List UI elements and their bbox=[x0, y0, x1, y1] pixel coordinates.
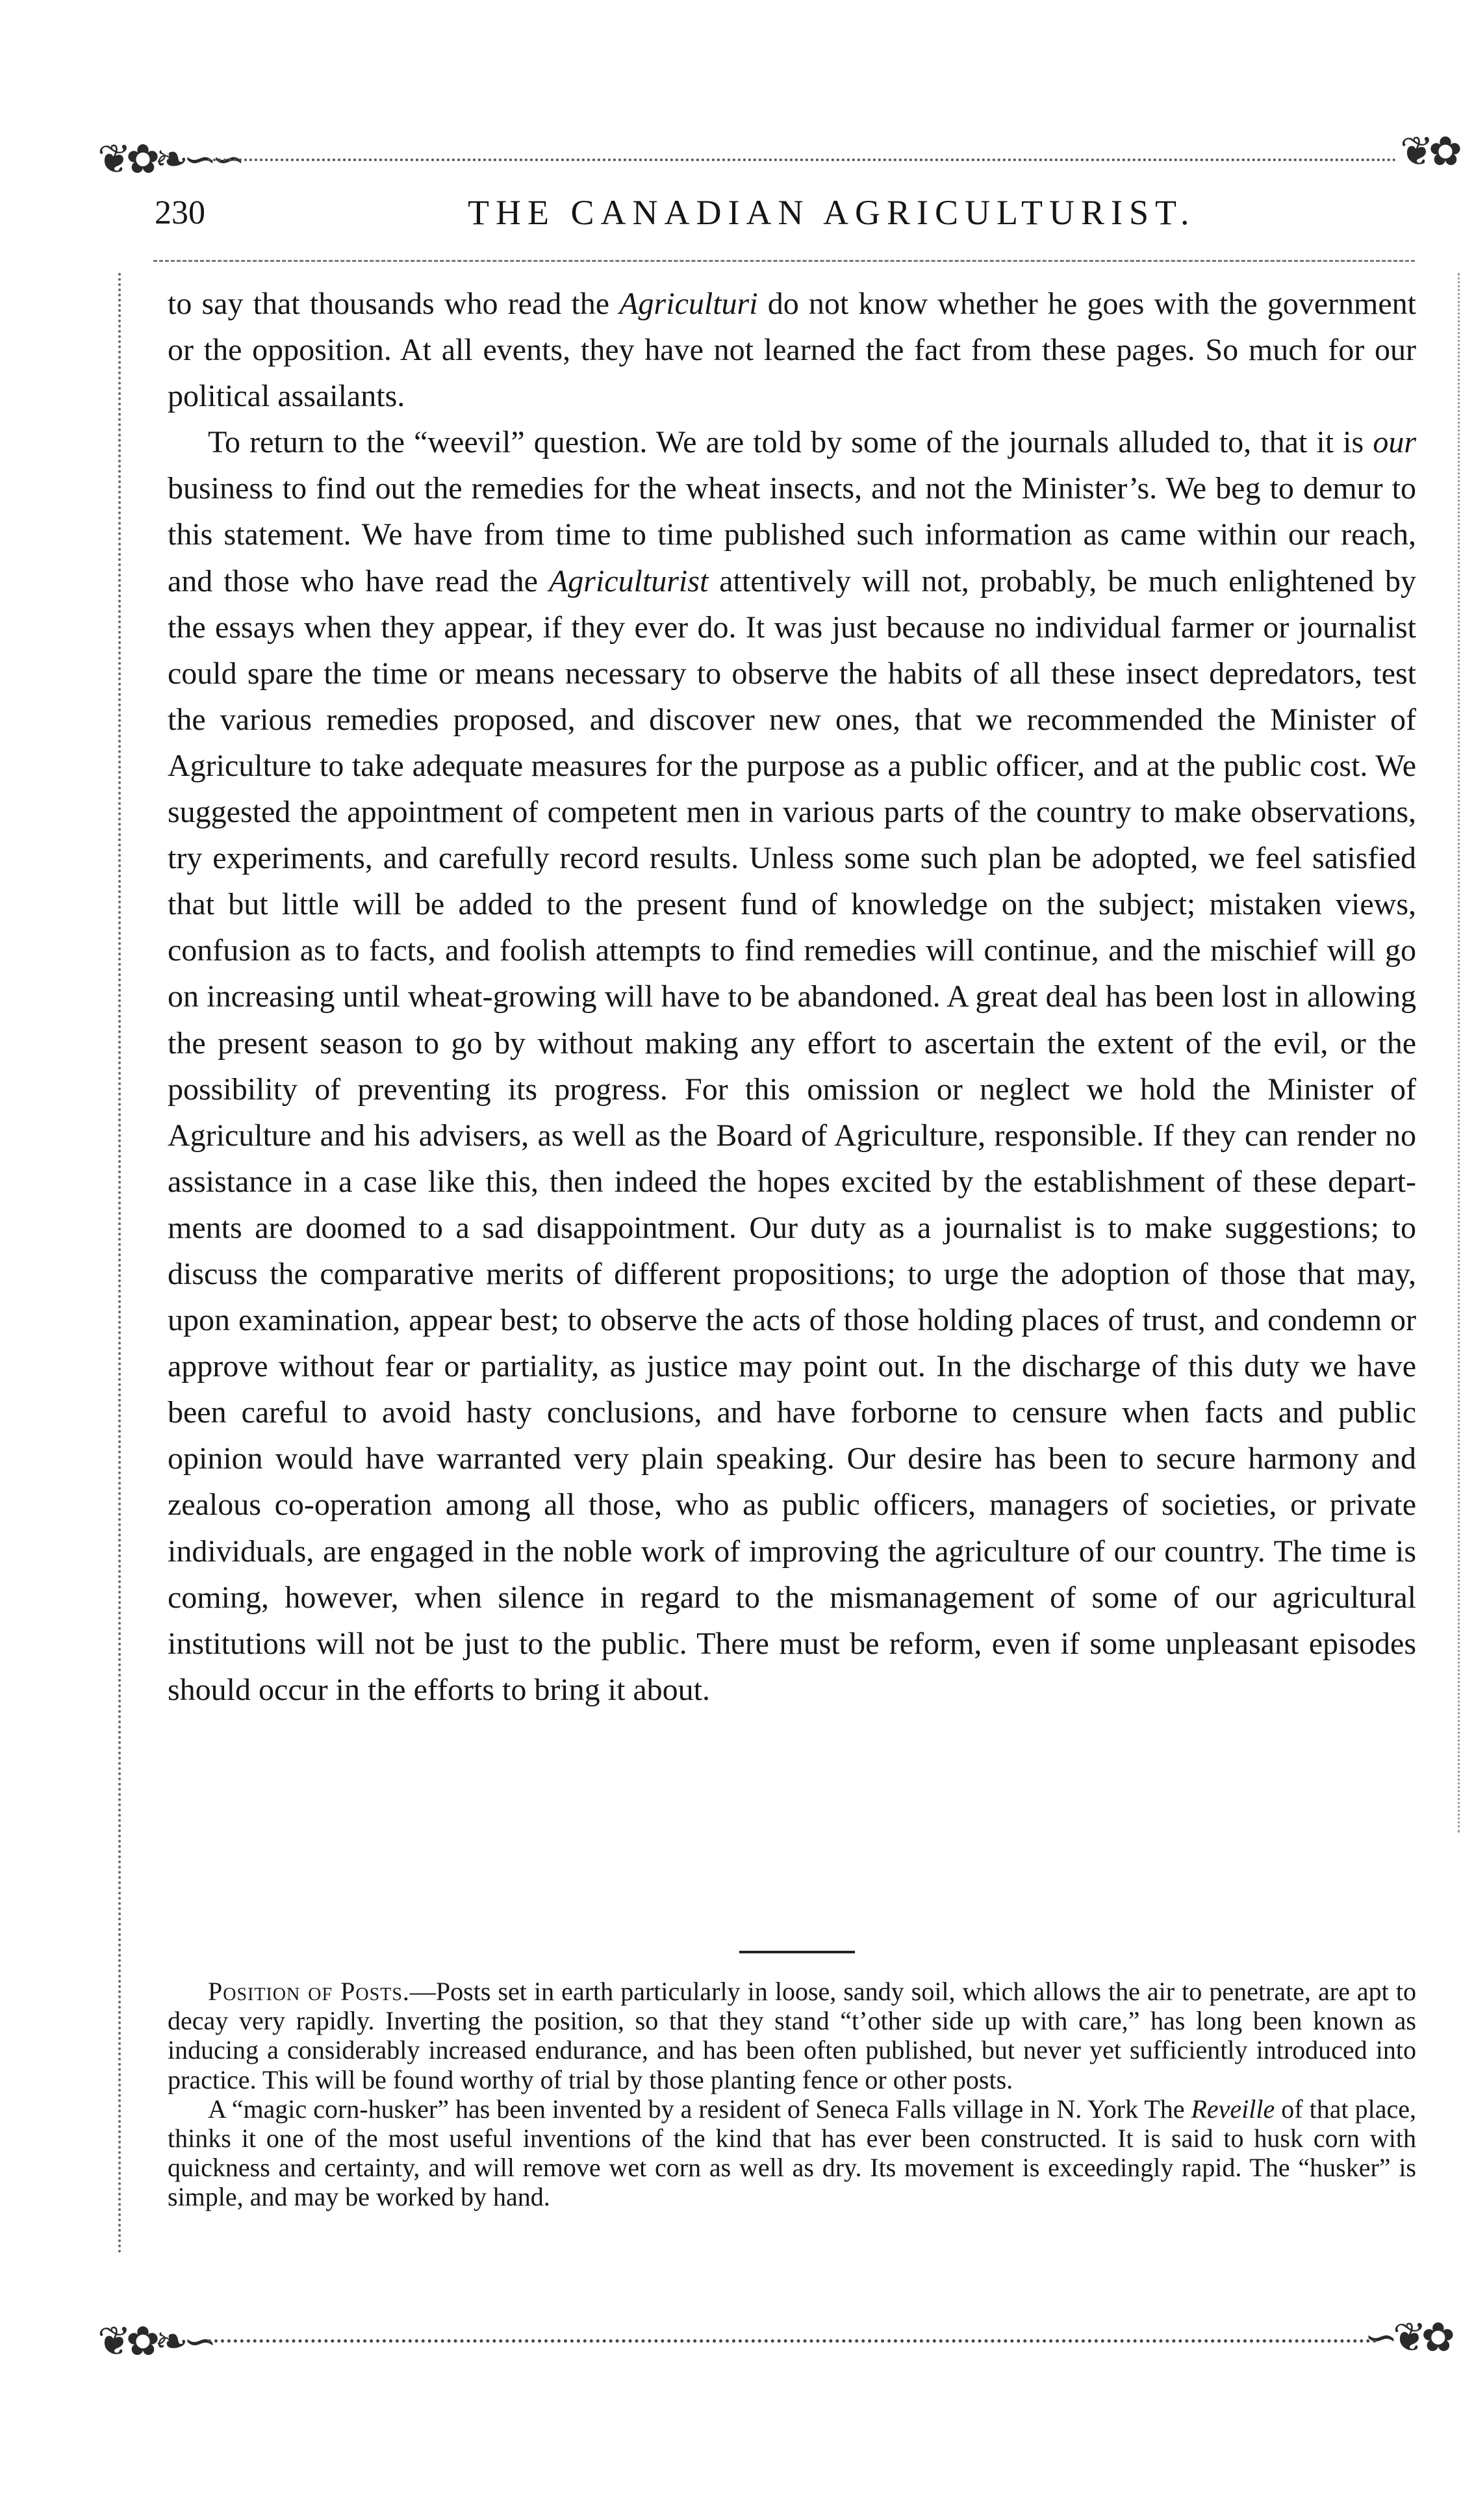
note-corn-husker bbox=[168, 2094, 1416, 2212]
bottom-border-rule bbox=[208, 2339, 1377, 2343]
page-number: 230 bbox=[155, 194, 205, 231]
paragraph-2-text-a: To return to the “weevil” question. We are told by some of the journals alluded to, that it is bbox=[208, 425, 1373, 460]
ornament-top-left: ❦✿❧∽∽ bbox=[97, 135, 240, 183]
top-border-rule bbox=[208, 159, 1397, 161]
note-position-of-posts bbox=[168, 1977, 1416, 2094]
notes-section bbox=[168, 1977, 1416, 2212]
ornament-bottom-left: ❦✿❧∽ bbox=[97, 2317, 212, 2365]
running-head: THE CANADIAN AGRICULTURIST. bbox=[468, 193, 1196, 232]
right-border-ornament bbox=[1458, 273, 1460, 1832]
emphasis-our: our bbox=[1373, 425, 1416, 460]
ornament-bottom-right: ∽❦✿ bbox=[1364, 2313, 1450, 2361]
paragraph-1 bbox=[168, 281, 1416, 419]
paragraph-2-text-e: attentively will not, probably, be much enlightened by the essays when they appear, if they ever do. It was just because no individual farmer or journalist could spare the time or means necessary to observe the habits of all these insect depredators, test the various remedies proposed, and discover new ones, that we recommended the Minister of Agriculture to take adequate measures for the purpose as a public officer, and at the public cost. We suggested the appointment of competent men in various parts of the country to make observations, try experiments, and carefully record results. Unless some such plan be adopted, we feel satisfied that but little will be added to the present fund of knowledge on the subject; mistaken views, confusion as to facts, and foolish attempts to find remedies will continue, and the mischief will go on increasing until wheat-growing will have to be abandoned. A great deal has been lost in allowing the present season to go by without making any effort to ascertain the extent of the evil, or the possibility of preventing its progress. For this omission or neglect we hold the Minister of Agriculture and his advisers, as well as the Board of Agriculture, responsible. If they can render no assistance in a case like this, then indeed the hopes excited by the establishment of these departments are doomed to a sad disappointment. Our duty as a journalist is to make suggestions; to discuss the comparative merits of different propositions; to urge the adoption of those that may, upon examination, appear best; to observe the acts of those holding places of trust, and condemn or approve without fear or partiality, as justice may point out. In the discharge of this duty we have been careful to avoid hasty conclusions, and have forborne to censure when facts and public opinion would have warranted very plain speaking. Our desire has been to secure harmony and zealous co-operation among all those, who as public officers, managers of societies, or private individuals, are engaged in the noble work of improving the agriculture of our country. The time is coming, however, when silence in regard to the mismanagement of some of our agricultural institutions will not be just to the public. There must be reform, even if some unpleasant episodes should occur in the efforts to bring it about. bbox=[168, 563, 1416, 1707]
agriculturist-title-1: Agriculturi bbox=[619, 287, 758, 321]
section-separator bbox=[739, 1951, 855, 1953]
note-1-heading: Position of Posts. bbox=[208, 1977, 410, 2006]
paragraph-2 bbox=[168, 419, 1416, 1713]
note-2-text-a: A “magic corn-husker” has been invented by a resident of Seneca Falls village in N. York The bbox=[208, 2094, 1191, 2124]
note-1-text: —Posts set in earth particularly in loose, sandy soil, which allows the air to penetrate, are apt to decay very rapidly. Inverting the position, so that they stand “t’other side up with care,” has long been known as inducing a considerably increased endurance, and has been often published, but never yet sufficiently introduced into practice. This will be found worthy of trial by those planting fence or other posts. bbox=[168, 1977, 1416, 2094]
agriculturist-title-2: Agriculturist bbox=[548, 563, 709, 598]
paragraph-1-text-a: to say that thousands who read the bbox=[168, 287, 620, 321]
left-border-ornament bbox=[118, 273, 121, 2255]
header-rule bbox=[153, 260, 1415, 262]
main-article bbox=[168, 281, 1416, 1713]
ornament-top-right: ❦✿ bbox=[1400, 127, 1457, 175]
paragraph-2-text-c: business to find out the remedies for the wheat insects, and not the Minister’s. We beg to demur to this statement. We have from time to time published such information as came within our reach, and those who have read the bbox=[168, 471, 1416, 598]
reveille-title: Reveille bbox=[1191, 2094, 1275, 2124]
note-2-text-c: of that place, thinks it one of the most useful inventions of the kind that has ever been constructed. It is said to husk corn with quickness and certainty, and will remove wet corn as well as dry. Its movement is exceedingly rapid. The “husker” is simple, and may be worked by hand. bbox=[168, 2094, 1416, 2212]
paragraph-1-text-c: do not know whether he goes with the government or the opposition. At all events, they have not learned the fact from these pages. So much for our political assailants. bbox=[168, 287, 1417, 414]
